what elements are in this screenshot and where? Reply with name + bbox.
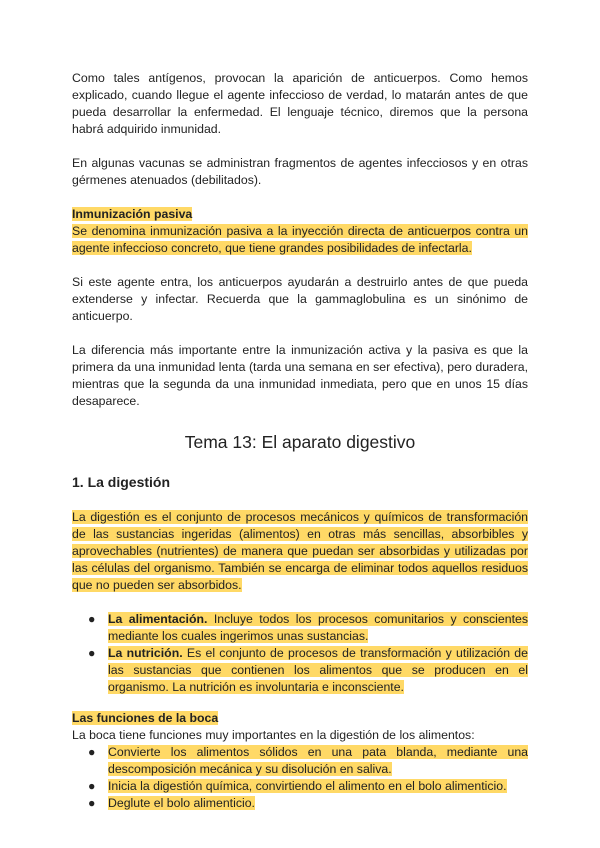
bullet-icon: ● [88,779,96,793]
boca-item-1-text: Convierte los alimentos sólidos en una pata blanda, mediante una descomposición mecánica y su disolución en saliva. [108,745,528,776]
heading-inmunizacion-pasiva-text: Inmunización pasiva [72,207,193,221]
term-nutricion: La nutrición. [108,646,183,660]
paragraph-antigenos: Como tales antígenos, provocan la aparición de anticuerpos. Como hemos explicado, cuando llegue el agente infeccioso de verdad, lo matarán antes de que pueda desarrollar la enfermedad. El lenguaje técnico, diremos que la persona habrá adquirido inmunidad. [72,71,528,136]
list-item-boca-3 [72,795,528,812]
heading-funciones-boca [72,710,528,727]
boca-functions-list [72,744,528,812]
boca-item-2-text: Inicia la digestión química, convirtiendo el alimento en el bolo alimenticio. [108,779,507,793]
paragraph-diferencia: La diferencia más importante entre la inmunización activa y la pasiva es que la primera da una inmunidad lenta (tarda una semana en ser efectiva), pero duradera, mientras que la segunda da una inmunidad inmediata, pero que en unos 15 días desaparece. [72,343,528,408]
bullet-icon: ● [88,745,96,759]
tema-title: Tema 13: El aparato digestivo [184,432,416,452]
bullet-icon: ● [88,646,96,660]
list-item-alimentacion [72,611,528,645]
paragraph-agente-entra: Si este agente entra, los anticuerpos ayudarán a destruirlo antes de que pueda extenderse y infectar. Recuerda que la gammaglobulina es un sinónimo de anticuerpo. [72,275,528,323]
definitions-list [72,611,528,696]
term-alimentacion: La alimentación. [108,612,208,626]
heading-funciones-boca-text: Las funciones de la boca [72,711,219,725]
bullet-icon: ● [88,796,96,810]
text-alimentacion: Incluye todos los procesos comunitarios y conscientes mediante los cuales ingerimos unas sustancias. [108,612,528,643]
digestion-definition-text: La digestión es el conjunto de procesos mecánicos y químicos de transformación de las sustancias ingeridas (alimentos) en otras más sencillas, absorbibles y aprovechables (nutrientes) de manera que puedan ser absorbidas y utilizadas por las células del organismo. También se encarga de eliminar todos aquellos residuos que no pueden ser absorbidos. [72,510,528,592]
paragraph-boca-intro: La boca tiene funciones muy importantes en la digestión de los alimentos: [72,728,475,742]
paragraph-pasiva-definition [72,223,528,257]
heading-inmunizacion-pasiva [72,206,528,223]
paragraph-vacunas: En algunas vacunas se administran fragmentos de agentes infecciosos y en otras gérmenes atenuados (debilitados). [72,156,528,187]
text-nutricion: Es el conjunto de procesos de transformación y utilización de las sustancias que contienen los alimentos que se producen en el organismo. La nutrición es involuntaria e inconsciente. [108,646,528,694]
list-item-nutricion [72,645,528,696]
bullet-icon: ● [88,612,96,626]
section-digestion-title: 1. La digestión [72,474,171,490]
pasiva-definition-text: Se denomina inmunización pasiva a la inyección directa de anticuerpos contra un agente infeccioso concreto, que tiene grandes posibilidades de infectarla. [72,224,528,255]
list-item-boca-2 [72,778,528,795]
paragraph-digestion-definition [72,509,528,594]
list-item-boca-1 [72,744,528,778]
boca-item-3-text: Deglute el bolo alimenticio. [108,796,255,810]
